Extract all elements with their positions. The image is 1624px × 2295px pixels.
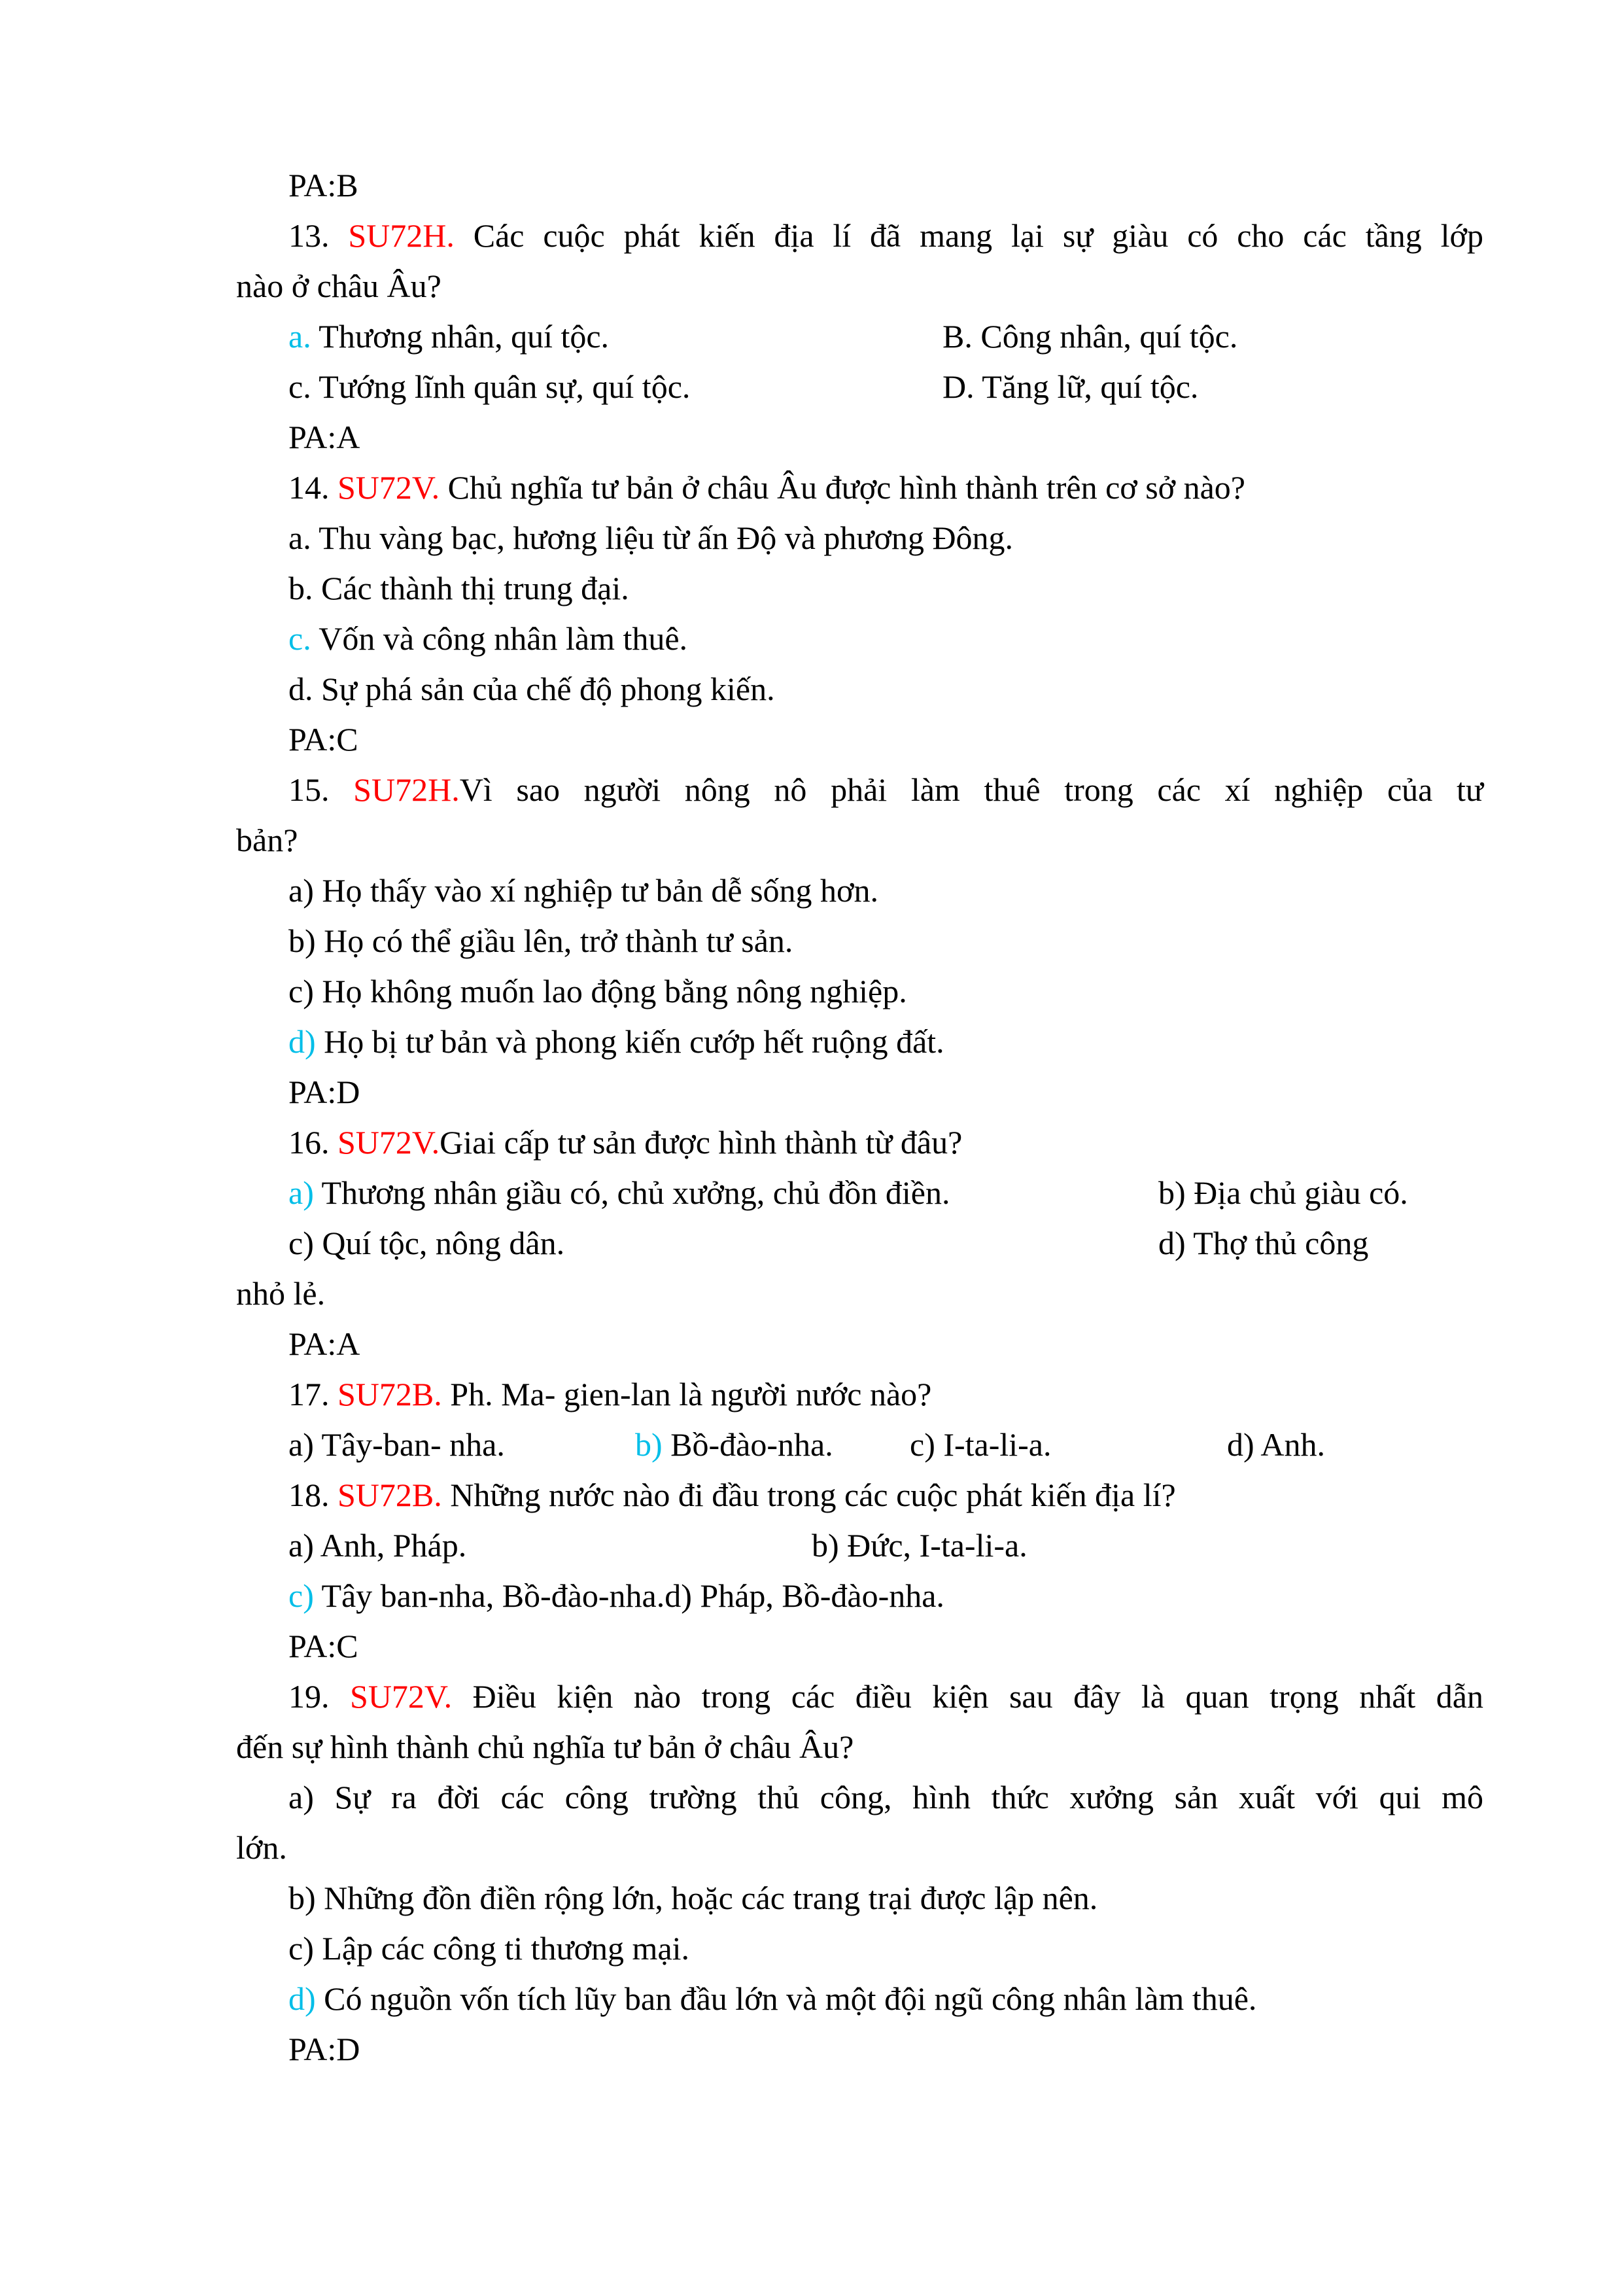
continuation-line bbox=[236, 815, 1483, 866]
option-line bbox=[236, 1923, 1483, 1974]
option-line bbox=[236, 966, 1483, 1017]
question-code: SU72V. bbox=[337, 1124, 440, 1161]
option-line bbox=[236, 1772, 1483, 1823]
text-segment: Có nguồn vốn tích lũy ban đầu lớn và một đội ngũ công nhân làm thuê. bbox=[315, 1980, 1257, 2017]
question-code: SU72B. bbox=[337, 1477, 442, 1513]
text-segment: Ph. Ma- gien-lan là người nước nào? bbox=[441, 1376, 932, 1412]
text-segment: b) Những đồn điền rộng lớn, hoặc các trang trại được lập nên. bbox=[288, 1880, 1098, 1916]
text-segment: 15. bbox=[288, 771, 354, 808]
text-segment: a) Anh, Pháp. bbox=[288, 1527, 467, 1564]
question-line bbox=[236, 1672, 1483, 1722]
option-line bbox=[236, 1571, 1483, 1621]
correct-answer-marker: c) bbox=[288, 1577, 314, 1614]
option-line bbox=[236, 1017, 1483, 1067]
answer-key-line bbox=[236, 1621, 1483, 1672]
text-segment: c) Họ không muốn lao động bằng nông nghiệp. bbox=[288, 973, 907, 1009]
answer-key-line bbox=[236, 2024, 1483, 2075]
text-segment: PA:A bbox=[288, 1325, 360, 1362]
continuation-line bbox=[236, 1823, 1483, 1873]
text-segment: d) Thợ thủ công bbox=[1158, 1225, 1369, 1261]
option-line bbox=[236, 311, 1483, 362]
text-segment: c. Tướng lĩnh quân sự, quí tộc. bbox=[288, 368, 691, 405]
text-segment: Giai cấp tư sản được hình thành từ đâu? bbox=[440, 1124, 963, 1161]
option-line bbox=[236, 1218, 1483, 1269]
answer-key-line bbox=[236, 412, 1483, 463]
question-line bbox=[236, 1117, 1483, 1168]
text-segment: 16. bbox=[288, 1124, 337, 1161]
text-segment: Thương nhân, quí tộc. bbox=[311, 318, 610, 355]
text-segment: 13. bbox=[288, 217, 349, 254]
question-code: SU72B. bbox=[337, 1376, 442, 1412]
text-segment: PA:B bbox=[288, 167, 358, 203]
answer-option bbox=[635, 1420, 833, 1470]
question-code: SU72H. bbox=[348, 217, 455, 254]
text-segment: Thương nhân giầu có, chủ xưởng, chủ đồn điền. bbox=[313, 1174, 950, 1211]
question-line bbox=[236, 1470, 1483, 1520]
text-segment: Tây ban-nha, Bồ-đào-nha.d) Pháp, Bồ-đào-nha. bbox=[313, 1577, 944, 1614]
text-segment: Điều kiện nào trong các điều kiện sau đây là quan trọng nhất dẫn bbox=[452, 1678, 1483, 1715]
continuation-line bbox=[236, 1269, 1483, 1319]
correct-answer-marker: d) bbox=[288, 1980, 316, 2017]
option-line bbox=[236, 563, 1483, 614]
answer-key-line bbox=[236, 714, 1483, 765]
option-line bbox=[236, 1873, 1483, 1923]
question-line bbox=[236, 765, 1483, 815]
option-line bbox=[236, 916, 1483, 966]
question-line bbox=[236, 463, 1483, 513]
text-segment: c) Quí tộc, nông dân. bbox=[288, 1225, 565, 1261]
correct-answer-marker: b) bbox=[635, 1426, 663, 1463]
text-segment: b) Họ có thể giầu lên, trở thành tư sản. bbox=[288, 922, 793, 959]
text-segment: Vốn và công nhân làm thuê. bbox=[311, 620, 688, 657]
text-segment: D. Tăng lữ, quí tộc. bbox=[942, 368, 1199, 405]
text-segment: lớn. bbox=[236, 1829, 287, 1866]
option-line bbox=[236, 1168, 1483, 1218]
question-line bbox=[236, 1369, 1483, 1420]
text-segment: Những nước nào đi đầu trong các cuộc phát kiến địa lí? bbox=[441, 1477, 1176, 1513]
text-segment: a) Sự ra đời các công trường thủ công, hình thức xưởng sản xuất với qui mô bbox=[288, 1779, 1483, 1815]
text-segment: b. Các thành thị trung đại. bbox=[288, 570, 629, 606]
text-segment: PA:A bbox=[288, 419, 360, 455]
correct-answer-marker: a. bbox=[288, 318, 311, 355]
text-segment: b) Địa chủ giàu có. bbox=[1158, 1174, 1408, 1211]
text-segment: c) Lập các công ti thương mại. bbox=[288, 1930, 690, 1967]
text-segment: d) Anh. bbox=[1227, 1426, 1325, 1463]
correct-answer-marker: c. bbox=[288, 620, 311, 657]
text-segment: Các cuộc phát kiến địa lí đã mang lại sự giàu có cho các tầng lớp bbox=[454, 217, 1483, 254]
text-segment: Bồ-đào-nha. bbox=[662, 1426, 833, 1463]
text-segment: c) I-ta-li-a. bbox=[910, 1426, 1052, 1463]
option-line bbox=[236, 664, 1483, 714]
text-segment: PA:D bbox=[288, 2031, 360, 2067]
text-segment: PA:D bbox=[288, 1074, 360, 1110]
option-line bbox=[236, 866, 1483, 916]
document-content bbox=[236, 160, 1483, 2075]
question-line bbox=[236, 211, 1483, 261]
text-segment: nhỏ lẻ. bbox=[236, 1275, 326, 1312]
text-segment: 18. bbox=[288, 1477, 337, 1513]
text-segment: 14. bbox=[288, 469, 337, 506]
text-segment: a. Thu vàng bạc, hương liệu từ ấn Độ và phương Đông. bbox=[288, 519, 1014, 556]
text-segment: d. Sự phá sản của chế độ phong kiến. bbox=[288, 671, 775, 707]
text-segment: a) Họ thấy vào xí nghiệp tư bản dễ sống hơn. bbox=[288, 872, 878, 909]
question-code: SU72H. bbox=[353, 771, 460, 808]
text-segment: B. Công nhân, quí tộc. bbox=[942, 318, 1238, 355]
text-segment: bản? bbox=[236, 822, 298, 858]
option-line bbox=[236, 1520, 1483, 1571]
text-segment: 17. bbox=[288, 1376, 337, 1412]
text-segment: Họ bị tư bản và phong kiến cướp hết ruộng đất. bbox=[315, 1023, 944, 1060]
option-line bbox=[236, 362, 1483, 412]
continuation-line bbox=[236, 261, 1483, 311]
correct-answer-marker: a) bbox=[288, 1174, 314, 1211]
text-segment: a) Tây-ban- nha. bbox=[288, 1426, 505, 1463]
answer-key-line bbox=[236, 1319, 1483, 1369]
answer-key-line bbox=[236, 160, 1483, 211]
option-line bbox=[236, 1974, 1483, 2024]
option-line bbox=[236, 513, 1483, 563]
text-segment: 19. bbox=[288, 1678, 351, 1715]
answer-key-line bbox=[236, 1067, 1483, 1117]
text-segment: PA:C bbox=[288, 1628, 358, 1664]
text-segment: nào ở châu Âu? bbox=[236, 268, 441, 304]
text-segment: b) Đức, I-ta-li-a. bbox=[812, 1527, 1028, 1564]
text-segment: PA:C bbox=[288, 721, 358, 758]
text-segment: Chủ nghĩa tư bản ở châu Âu được hình thành trên cơ sở nào? bbox=[440, 469, 1246, 506]
text-segment: đến sự hình thành chủ nghĩa tư bản ở châu Âu? bbox=[236, 1728, 854, 1765]
correct-answer-marker: d) bbox=[288, 1023, 316, 1060]
text-segment: Vì sao người nông nô phải làm thuê trong các xí nghiệp của tư bbox=[459, 771, 1484, 808]
question-code: SU72V. bbox=[350, 1678, 453, 1715]
continuation-line bbox=[236, 1722, 1483, 1772]
option-line bbox=[236, 614, 1483, 664]
option-line bbox=[236, 1420, 1483, 1470]
question-code: SU72V. bbox=[337, 469, 440, 506]
